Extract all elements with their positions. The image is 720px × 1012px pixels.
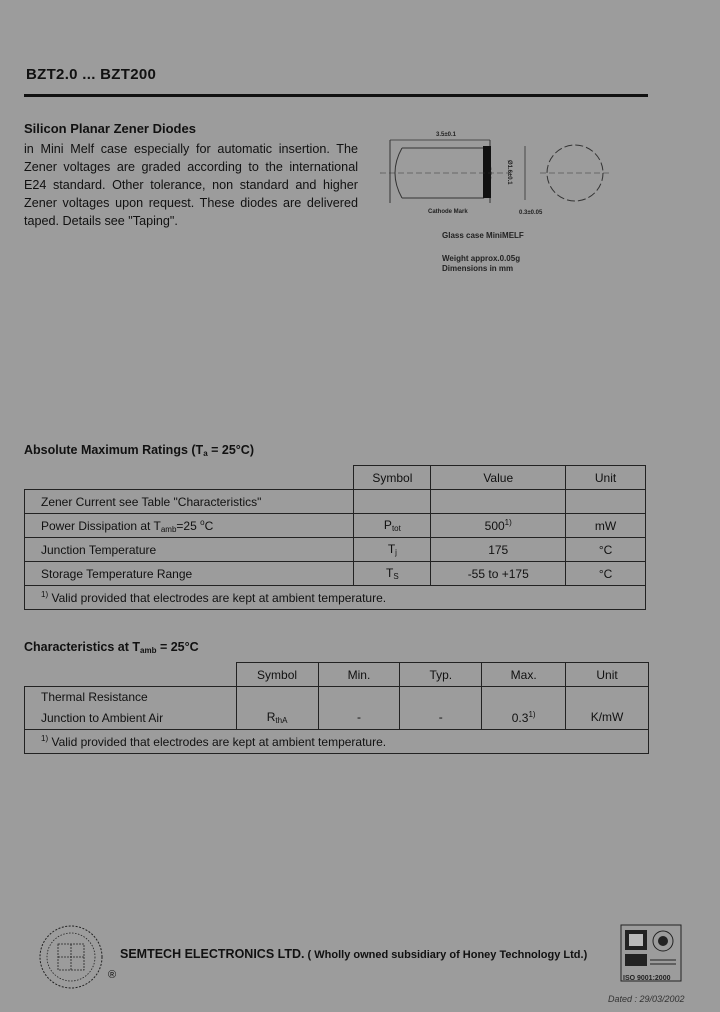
symbol-cell: $R_{thA}$	[236, 687, 318, 730]
company-logo	[38, 924, 104, 990]
header-max: Max.	[482, 663, 566, 687]
length-dimension: 3.5±0.1	[436, 132, 456, 138]
footnote-row	[25, 730, 649, 754]
footnote: $^{1)}$ Valid provided that electrodes are kept at ambient temperature.	[25, 730, 649, 754]
value-cell: 500$^{1)}$	[431, 514, 566, 538]
unit-cell: °C	[566, 538, 646, 562]
header-typ: Typ.	[400, 663, 482, 687]
header-symbol: Symbol	[354, 466, 431, 490]
typ-cell: -	[400, 687, 482, 730]
symbol-cell: $T_S$	[354, 562, 431, 586]
symbol-cell: $T_j$	[354, 538, 431, 562]
param-cell: Zener Current see Table "Characteristics"	[25, 490, 354, 514]
header-unit: Unit	[566, 663, 649, 687]
table-row	[25, 538, 646, 562]
product-description: in Mini Melf case especially for automatic insertion. The Zener voltages are graded according to the international E24 standard. Other tolerance, non standard and higher Zener voltages upon request. These diodes are delivered taped. Details see "Taping".	[24, 142, 358, 228]
unit-cell: mW	[566, 514, 646, 538]
table-row	[25, 514, 646, 538]
abs-max-header-row	[25, 466, 646, 490]
table-row	[25, 490, 646, 514]
abs-max-table	[24, 465, 646, 610]
dimensions-label: Dimensions in mm	[442, 264, 514, 273]
registered-mark: ®	[108, 969, 117, 981]
unit-cell: K/mW	[566, 687, 649, 730]
title-rule	[24, 94, 648, 97]
iso-text: ISO 9001:2000	[623, 975, 671, 982]
table-row	[25, 562, 646, 586]
header-unit: Unit	[566, 466, 646, 490]
param-cell: Thermal Resistance Junction to Ambient Air	[25, 687, 237, 730]
diameter-dimension: Ø1.6±0.1	[506, 160, 512, 185]
max-cell: 0.3$^{1)}$	[482, 687, 566, 730]
certification-logos	[620, 924, 682, 982]
param-cell: Power Dissipation at $T_{amb}=25$ $^o$C	[25, 514, 354, 538]
footnote: $^{1)}$ Valid provided that electrodes are kept at ambient temperature.	[25, 586, 646, 610]
band-dimension: 0.3±0.05	[519, 210, 543, 216]
min-cell: -	[318, 687, 400, 730]
param-cell: Junction Temperature	[25, 538, 354, 562]
case-label: Glass case MiniMELF	[442, 231, 524, 240]
characteristics-table	[24, 662, 649, 754]
document-title: BZT2.0 ... BZT200	[26, 66, 157, 83]
value-cell: 175	[431, 538, 566, 562]
table-row	[25, 687, 649, 730]
header-value: Value	[431, 466, 566, 490]
param-cell: Storage Temperature Range	[25, 562, 354, 586]
footnote-row	[25, 586, 646, 610]
header-min: Min.	[318, 663, 400, 687]
weight-label: Weight approx.0.05g	[442, 254, 521, 263]
product-heading: Silicon Planar Zener Diodes	[24, 121, 196, 136]
unit-cell: °C	[566, 562, 646, 586]
characteristics-heading: Characteristics at $T_{amb} = 25^\circ C$	[24, 640, 199, 655]
dated-label: Dated : 29/03/2002	[608, 994, 685, 1004]
cathode-mark-label: Cathode Mark	[428, 209, 468, 215]
abs-max-heading: Absolute Maximum Ratings $(T_a = 25^\circ C)$	[24, 443, 254, 458]
characteristics-header-row	[25, 663, 649, 687]
symbol-cell: $P_{tot}$	[354, 514, 431, 538]
company-name: SEMTECH ELECTRONICS LTD. ( Wholly owned subsidiary of Honey Technology Ltd.)	[120, 947, 588, 961]
header-symbol: Symbol	[236, 663, 318, 687]
value-cell: -55 to +175	[431, 562, 566, 586]
